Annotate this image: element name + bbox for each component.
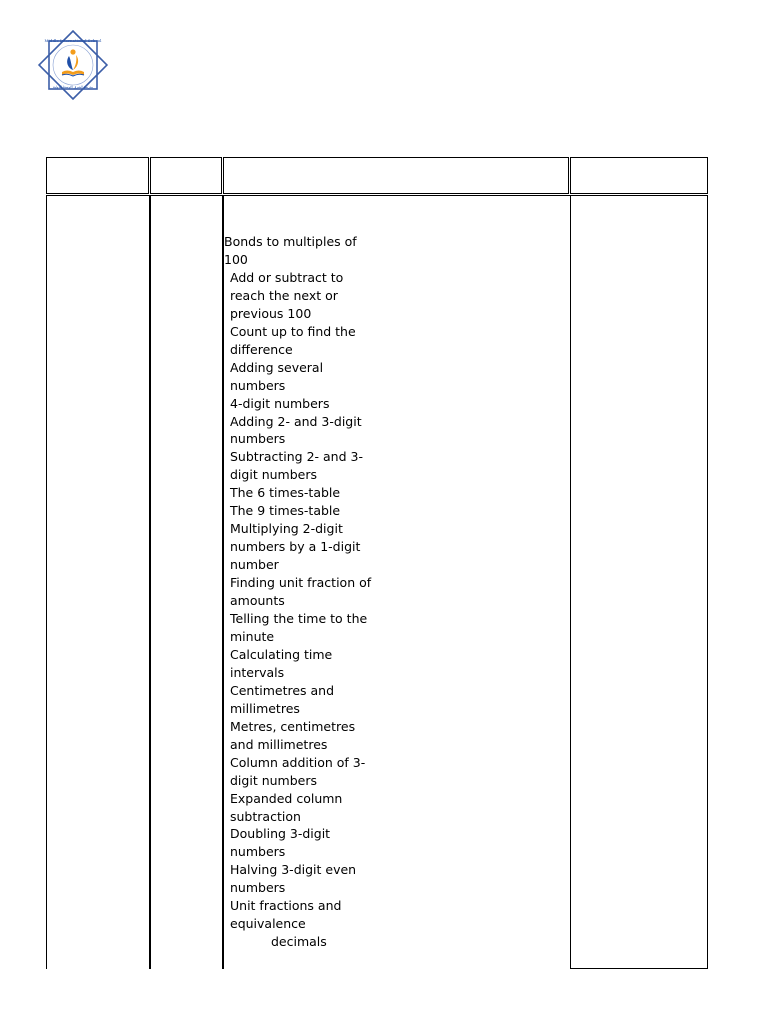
body-last-column-cell [570, 195, 708, 969]
list-item: Metres, centimetres and millimetres [230, 718, 356, 752]
list-item: Unit fractions and equivalence [230, 898, 342, 932]
list-item: Doubling 3-digit numbers [230, 826, 331, 860]
logo-school-name: Middle International School [44, 38, 102, 43]
list-item: Finding unit fraction of amounts [230, 575, 372, 609]
list-item: Calculating time intervals [230, 646, 333, 680]
body-top-border [46, 195, 570, 196]
header-cell-1 [46, 157, 149, 194]
list-item: decimals [271, 934, 327, 950]
list-item: Adding 2- and 3-digit numbers [230, 413, 362, 447]
list-item: Subtracting 2- and 3-digit numbers [230, 449, 363, 483]
body-border-left [46, 195, 47, 969]
logo-school-name-ar: مدرسة الشرق الاوسط الدولية [53, 85, 93, 89]
list-item: Halving 3-digit even numbers [230, 862, 357, 896]
list-item: Adding several numbers [230, 359, 324, 393]
list-item: Bonds to multiples of 100 [224, 234, 357, 267]
header-cell-3 [223, 157, 569, 194]
list-item: Count up to find the difference [230, 323, 356, 357]
header-cell-2 [150, 157, 222, 194]
header-cell-4 [570, 157, 708, 194]
list-item: The 9 times-table [230, 503, 341, 519]
list-item: The 6 times-table [230, 485, 341, 501]
body-border-col2 [149, 195, 151, 969]
list-item: Centimetres and millimetres [230, 682, 335, 716]
list-item: Multiplying 2-digit numbers by a 1-digit number [230, 521, 361, 573]
list-item: Add or subtract to reach the next or previous 100 [230, 269, 344, 321]
list-item: Telling the time to the minute [230, 611, 368, 644]
list-item: 4-digit numbers [230, 395, 330, 411]
topics-list [224, 233, 374, 951]
list-item: Column addition of 3-digit numbers [230, 754, 366, 788]
list-item: Expanded column subtraction [230, 790, 343, 824]
school-logo [32, 26, 114, 104]
